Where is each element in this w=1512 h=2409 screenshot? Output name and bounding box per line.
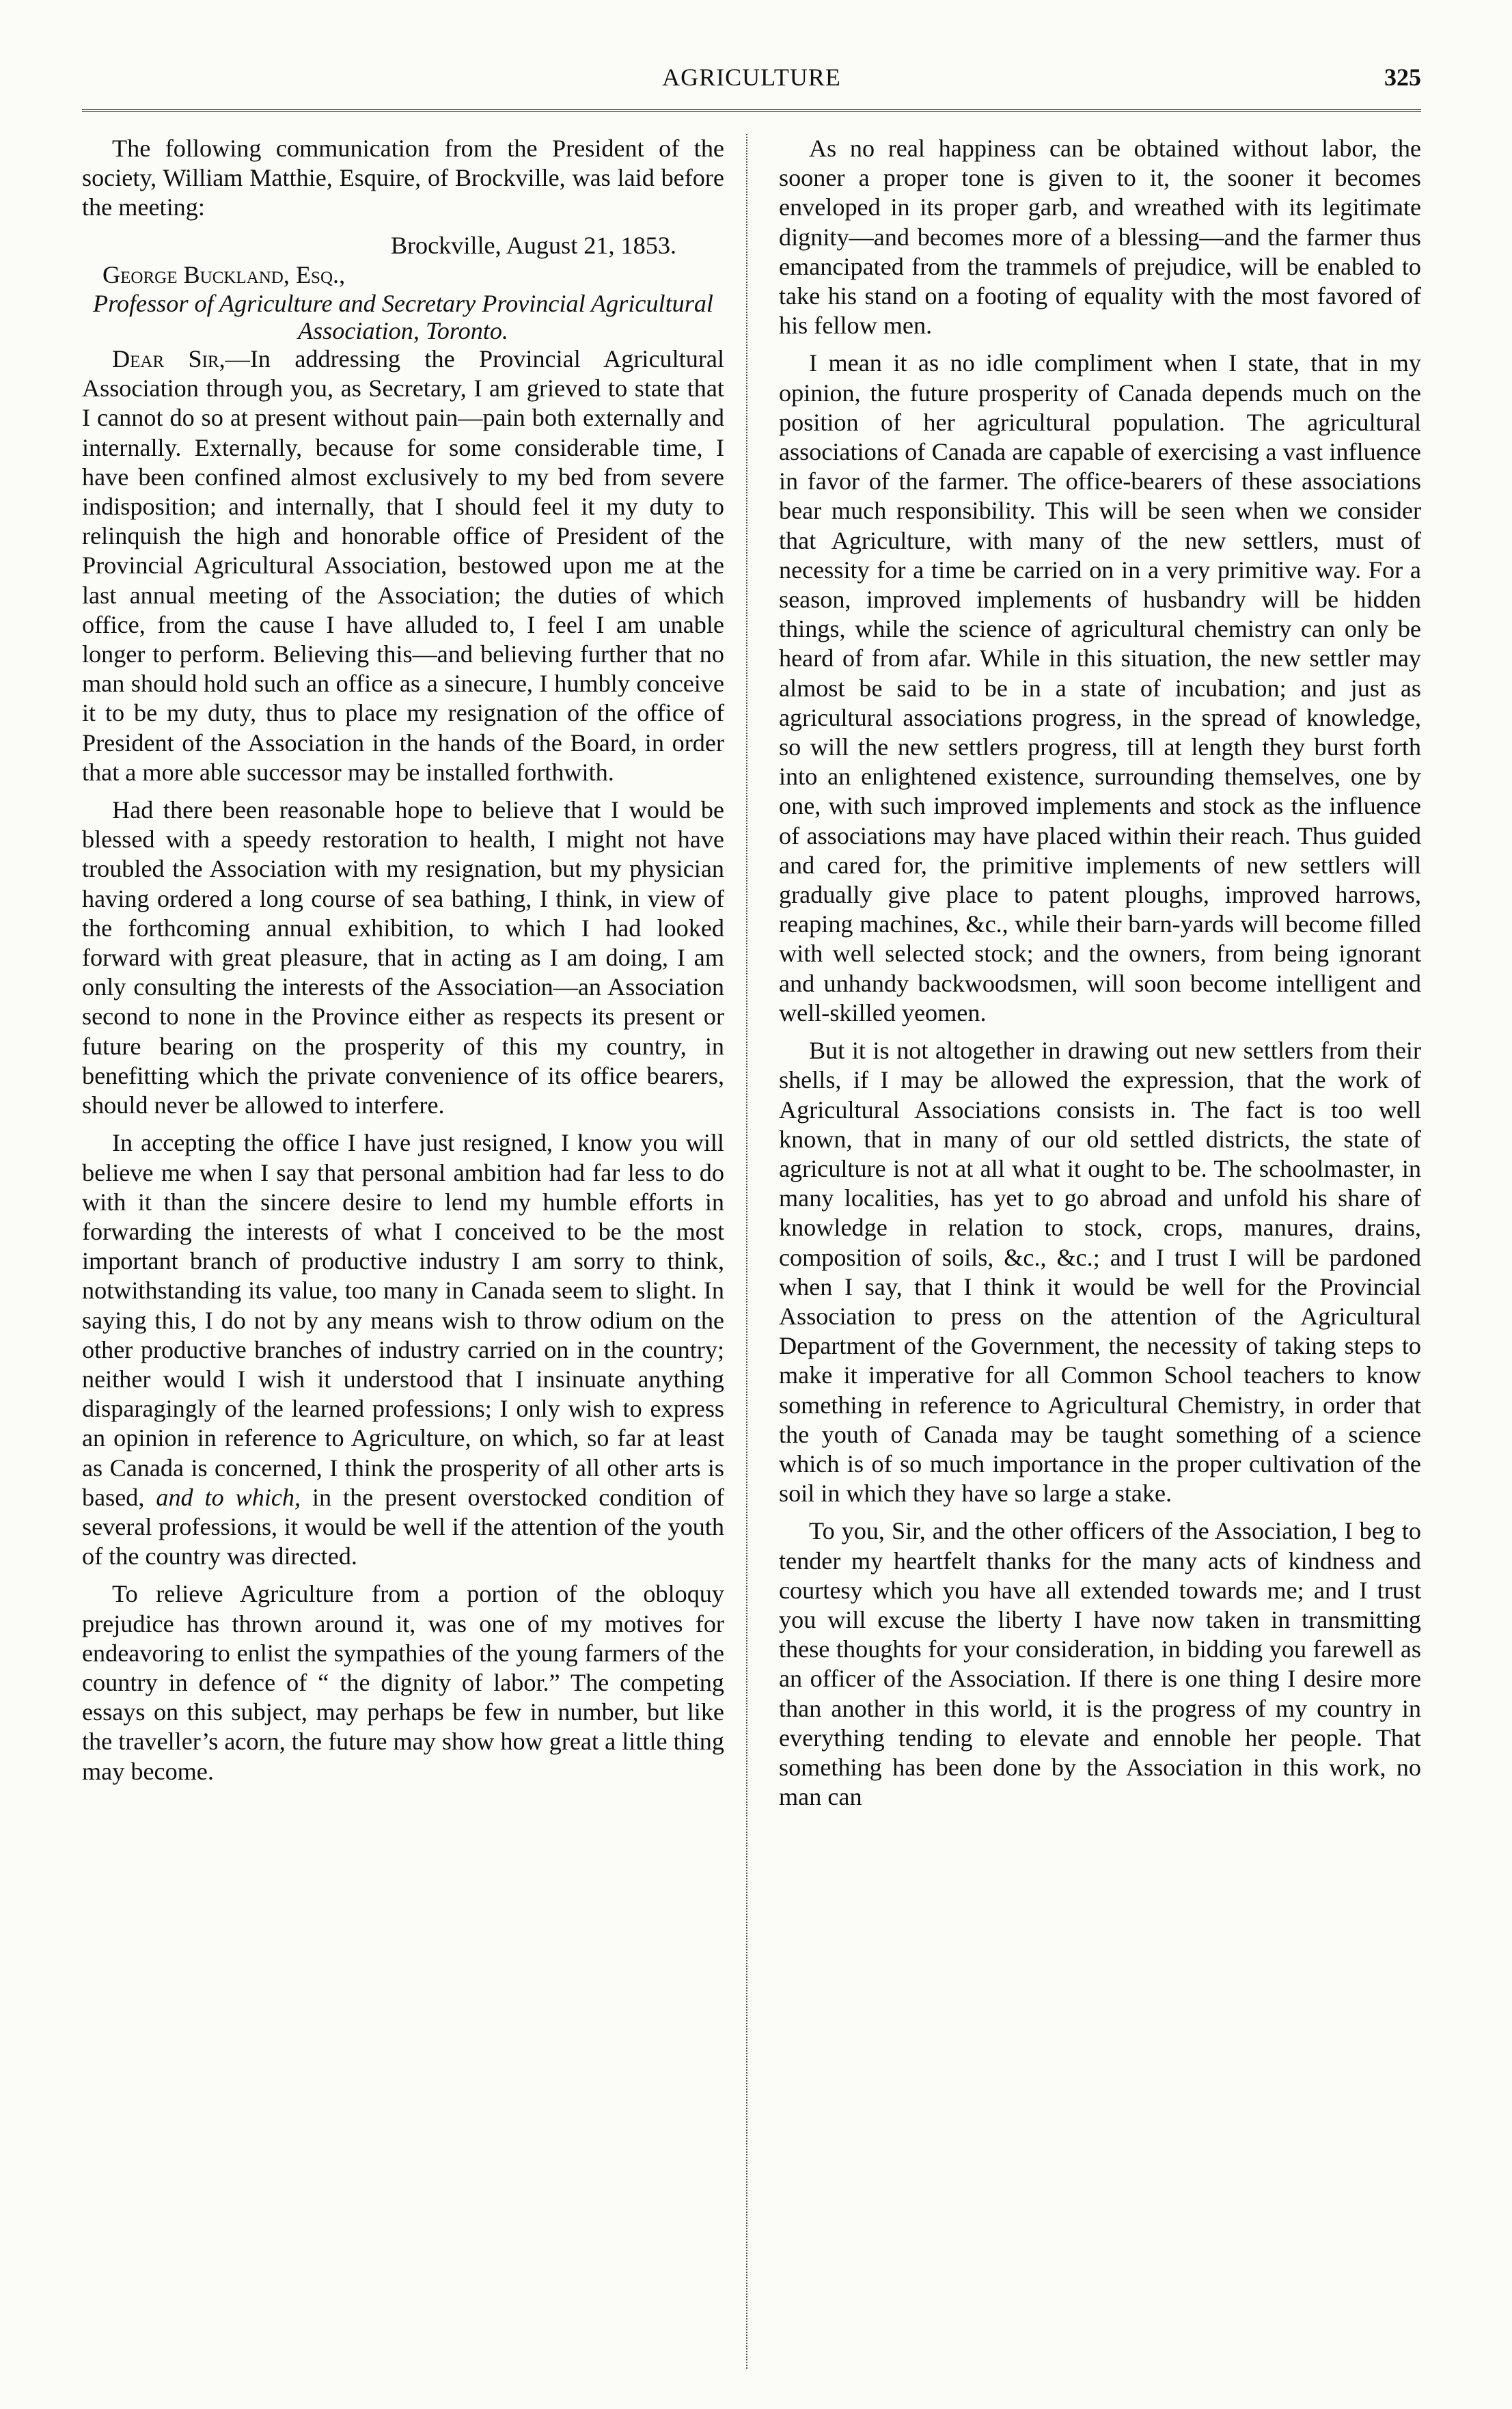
letter-paragraph-1-text: —In addressing the Provincial Agricultural Association through you, as Secretary, I am grieved to state that I cannot do so at present without pain—pain both externally and internally. Externally, because for some considerable time, I have been confined almost exclusively to my bed from severe indisposition; and internally, that I should feel it my duty to relinquish the high and honorable office of President of the Provincial Agricultural Association, bestowed upon me at the last annual meeting of the Association; the duties of which office, from the cause I have alluded to, I feel I am unable longer to perform. Believing this—and believing further that no man should hold such an office as a sinecure, I humbly conceive it to be my duty, thus to place my resignation of the office of President of the Association in the hands of the Board, in order that a more able successor may be installed forthwith. [82, 345, 724, 786]
running-title: AGRICULTURE [662, 64, 841, 91]
right-column [779, 134, 1421, 1812]
addressee-name-text: George Buckland, Esq., [102, 260, 346, 288]
letter-paragraph-4: To relieve Agriculture from a portion of the obloquy prejudice has thrown around it, was one of my motives for endeavoring to enlist the sympathies of the young farmers of the country in defence of “ the dignity of labor.” The competing essays on this subject, may perhaps be few in number, but like the traveller’s acorn, the future may show how great a little thing may become. [82, 1580, 724, 1785]
column-divider [746, 134, 747, 2369]
header-rule [82, 109, 1421, 112]
letter-paragraph-3-text-b: in the present overstocked condition of several professions, it would be well if the attention of the youth of the country was directed. [82, 1483, 725, 1570]
letter-paragraph-3-text-a: In accepting the office I have just resigned, I know you will believe me when I say that personal ambition had far less to do with it than the sincere desire to lend my humble efforts in forwarding the interests of what I conceived to be the most important branch of productive industry I am sorry to think, notwithstanding its value, too many in Canada seem to slight. In saying this, I do not by any means wish to throw odium on the other productive branches of industry carried on in the country; neither would I wish it understood that I insinuate anything disparagingly of the learned professions; I only wish to express an opinion in reference to Agriculture, on which, so far at least as Canada is concerned, I think the prosperity of all other arts is based, [82, 1129, 724, 1511]
page-number: 325 [1384, 64, 1421, 91]
letter-paragraph-8: To you, Sir, and the other officers of the Association, I beg to tender my heartfelt thanks for the many acts of kindness and courtesy which you have all extended towards me; and I trust you will excuse the liberty I have now taken in transmitting these thoughts for your consideration, in bidding you farewell as an officer of the Association. If there is one thing I desire more than another in this world, it is the progress of my country in everything tending to elevate and ennoble her people. That something has been done by the Association in this work, no man can [779, 1517, 1421, 1811]
left-column [82, 134, 724, 1786]
intro-paragraph: The following communication from the President of the society, William Matthie, Esquire, of Brockville, was laid before the meeting: [82, 135, 724, 221]
salutation: Dear Sir, [112, 345, 225, 373]
letter-paragraph-7: But it is not altogether in drawing out new settlers from their shells, if I may be allowed the expression, that the work of Agricultural Associations consists in. The fact is too well known, that in many of our old settled districts, the state of agriculture is not at all what it ought to be. The schoolmaster, in many localities, has yet to go abroad and unfold his share of knowledge in relation to stock, crops, manures, drains, composition of soils, &c., &c.; and I trust I will be pardoned when I say, that I think it would be well for the Provincial Association to press on the attention of the Agricultural Department of the Government, the necessity of taking steps to make it imperative for all Common School teachers to know something in reference to Agricultural Chemistry, in order that the youth of Canada may be taught something of a science which is of so much importance in the proper cultivation of the soil in which they have so large a stake. [779, 1037, 1421, 1508]
letter-paragraph-3 [82, 1128, 724, 1571]
letter-dateline: Brockville, August 21, 1853. [390, 231, 676, 259]
page-header [82, 63, 1421, 111]
letter-paragraph-1 [82, 344, 724, 787]
letter-paragraph-5: As no real happiness can be obtained without labor, the sooner a proper tone is given to it, the sooner it becomes enveloped in its proper garb, and wreathed with its legitimate dignity—and becomes more of a blessing—and the farmer thus emancipated from the trammels of prejudice, will be enabled to take his stand on a footing of equality with the most favored of his fellow men. [779, 135, 1421, 340]
letter-paragraph-6: I mean it as no idle compliment when I state, that in my opinion, the future prosperity of Canada depends much on the position of her agricultural population. The agricultural associations of Canada are capable of exercising a vast influence in favor of the farmer. The office-bearers of these associations bear much responsibility. This will be seen when we consider that Agriculture, with many of the new settlers, must of necessity for a time be carried on in a very primitive way. For a season, improved implements of husbandry will be hidden things, while the science of agricultural chemistry can only be heard of from afar. While in this situation, the new settler may almost be said to be in a state of incubation; and just as agricultural associations progress, in the spread of knowledge, so will the new settlers progress, till at length they burst forth into an enlightened existence, surrounding themselves, one by one, with such improved implements and stock as the influence of associations may have placed within their reach. Thus guided and cared for, the primitive implements of new settlers will gradually give place to patent ploughs, improved harrows, reaping machines, &c., while their barn-yards will become filled with well selected stock; and the owners, from being ignorant and unhandy backwoodsmen, will soon become intelligent and well-skilled yeomen. [779, 349, 1421, 1026]
addressee-title: Professor of Agriculture and Secretary Provincial Agricultural Association, Toronto. [93, 290, 713, 345]
addressee-name [82, 260, 724, 290]
letter-paragraph-3-emphasis: and to which, [156, 1483, 301, 1511]
letter-paragraph-2: Had there been reasonable hope to believe that I would be blessed with a speedy restoration to health, I might not have troubled the Association with my resignation, but my physician having ordered a long course of sea bathing, I think, in view of the forthcoming annual exhibition, to which I had looked forward with great pleasure, that in acting as I am doing, I am only consulting the interests of the Association—an Association second to none in the Province either as respects its present or future bearing on the prosperity of this my country, in benefitting which the private convenience of its office bearers, should never be allowed to interfere. [82, 796, 724, 1119]
